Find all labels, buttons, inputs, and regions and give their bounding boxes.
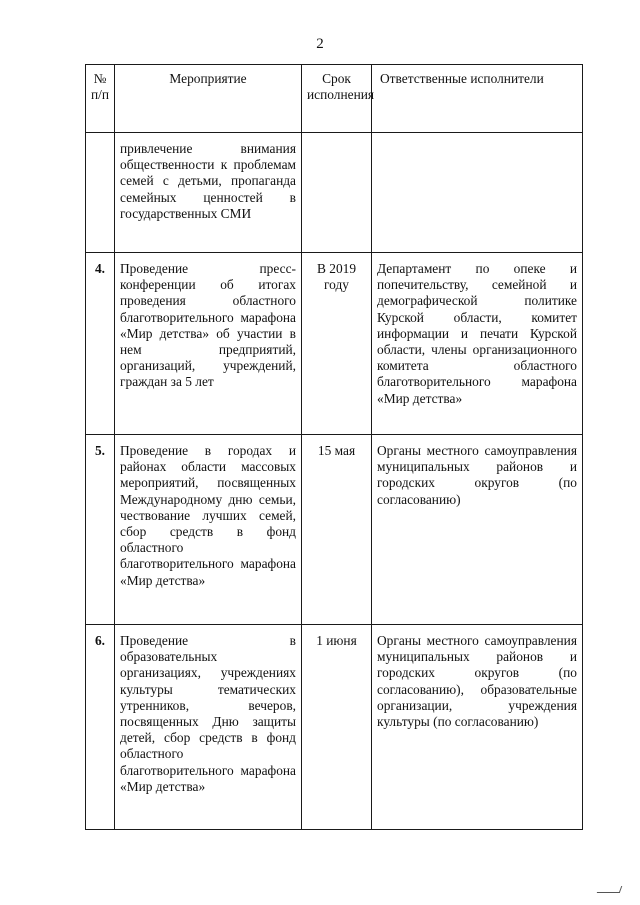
row-number: 5.: [86, 435, 115, 625]
row-date: 1 июня: [302, 625, 372, 830]
row-number: 4.: [86, 253, 115, 435]
row-event: привлечение внимания общественности к проблемам семей с детьми, пропаганда семейных ценностей в государственных СМИ: [115, 133, 302, 253]
events-table: [85, 64, 583, 830]
row-date: [302, 133, 372, 253]
row-event: Проведение в городах и районах области массовых мероприятий, посвященных Международному дню семьи, чествование лучших семей, сбор средств в фонд областного благотворительного марафона «Мир детства»: [115, 435, 302, 625]
row-responsible: Департамент по опеке и попечительству, семейной и демографической политике Курской области, комитет информации и печати Курской области, члены организационного комитета областного благотворительного марафона «Мир детства»: [372, 253, 583, 435]
row-number: 6.: [86, 625, 115, 830]
table-row: [86, 625, 583, 830]
row-responsible: [372, 133, 583, 253]
header-number: № п/п: [86, 65, 115, 133]
table-row: [86, 253, 583, 435]
header-date: Срок исполнения: [302, 65, 372, 133]
corner-mark: [597, 886, 623, 893]
row-event: Проведение пресс-конференции об итогах проведения областного благотворительного марафона «Мир детства» об участии в нем предприятий, организаций, учреждений, граждан за 5 лет: [115, 253, 302, 435]
header-responsible: Ответственные исполнители: [372, 65, 583, 133]
row-number: [86, 133, 115, 253]
header-event: Мероприятие: [115, 65, 302, 133]
row-responsible: Органы местного самоуправления муниципальных районов и городских округов (по согласованию), образовательные организации, учреждения культуры (по согласованию): [372, 625, 583, 830]
page-number: 2: [316, 36, 324, 52]
table-row: [86, 133, 583, 253]
row-date: 15 мая: [302, 435, 372, 625]
row-event: Проведение в образовательных организациях, учреждениях культуры тематических утренников, вечеров, посвященных Дню защиты детей, сбор средств в фонд областного благотворительного марафона «Мир детства»: [115, 625, 302, 830]
table-header-row: [86, 65, 583, 133]
table-row: [86, 435, 583, 625]
row-date: В 2019 году: [302, 253, 372, 435]
row-responsible: Органы местного самоуправления муниципальных районов и городских округов (по согласованию): [372, 435, 583, 625]
